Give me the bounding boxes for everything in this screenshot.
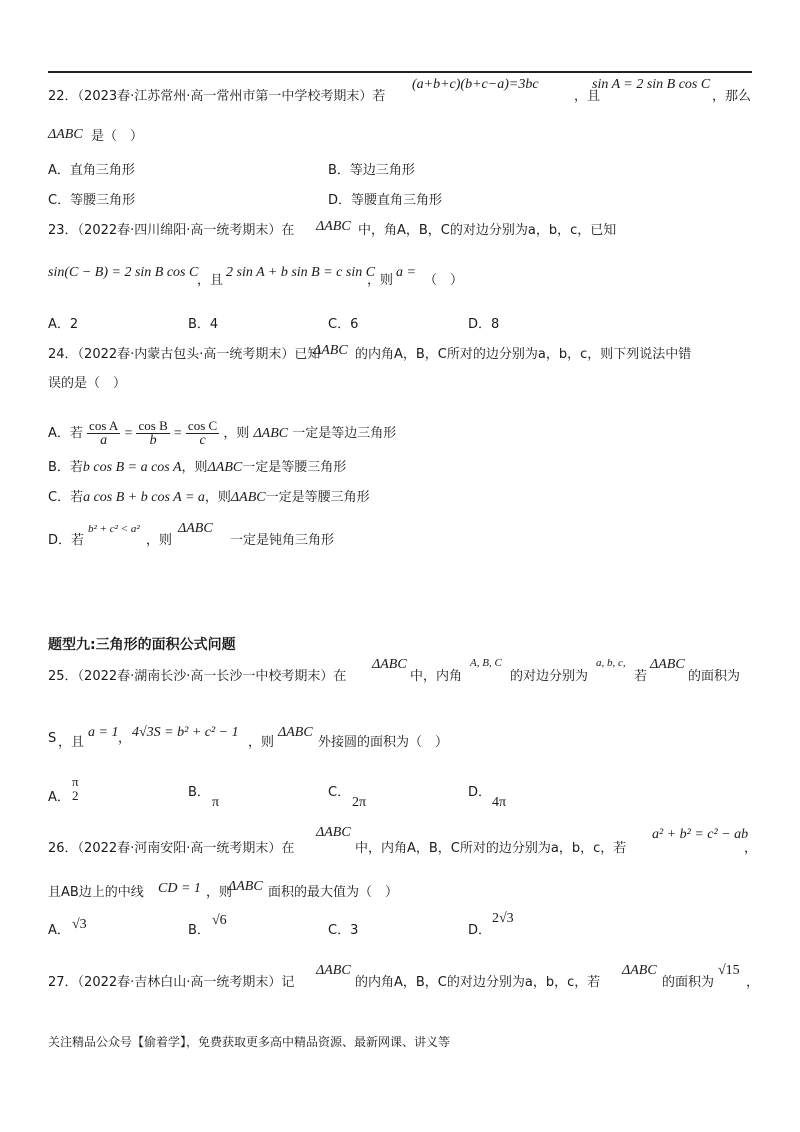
q22-lead: 22．（2023春·江苏常州·高一常州市第一中学校考期末）若 (48, 89, 386, 104)
q23-condition-1: sin(C − B) = 2 sin B cos C (48, 265, 199, 280)
q24-d-triangle: ΔABC (178, 521, 213, 536)
q25-condition-1: a = 1 (88, 725, 119, 740)
q26-median: CD = 1 (158, 881, 201, 896)
q26-line-2: 且AB边上的中线 (48, 885, 144, 900)
q24-c-tail: 一定是等腰三角形 (265, 490, 370, 505)
q24-a-tail: 一定是等边三角形 (292, 426, 397, 441)
q25-option-d-value: 4π (492, 795, 507, 810)
q22-option-a[interactable]: A．直角三角形 (48, 163, 135, 178)
q26-option-d-value: 2√3 (492, 911, 514, 926)
q25-option-d-label[interactable]: D． (468, 785, 492, 800)
q26-option-b-value: √6 (212, 913, 227, 928)
q24-a-frac-2: $\frac{\text{cos B}}{b}$ (138, 418, 168, 448)
q25-option-b-label[interactable]: B． (188, 785, 210, 800)
q25-lead: 25．（2022春·湖南长沙·高一长沙一中校考期末）在 (48, 669, 347, 684)
q25-inner-angle: 中，内角 (410, 669, 463, 684)
q26-text: 中，内角A，B，C所对的边分别为a，b，c，若 (355, 841, 627, 856)
q26-condition: a² + b² = c² − ab (652, 827, 749, 842)
q23-condition-2: 2 sin A + b sin B = c sin C (226, 265, 376, 280)
q24-option-b[interactable] (48, 459, 346, 477)
q25-condition-2: 4√3S = b² + c² − 1 (132, 725, 239, 740)
q26-option-a-value: √3 (72, 917, 87, 932)
q24-b-triangle: ΔABC (207, 460, 243, 475)
q24-b-condition: b cos B = a cos A (82, 460, 182, 475)
q25-opposite: 的对边分别为 (510, 669, 589, 684)
q24-a-prefix: A．若 (48, 426, 83, 441)
q24-b-prefix: B．若 (48, 460, 83, 475)
q23-then: ，则 (367, 273, 394, 288)
q25-option-b-value: π (212, 795, 220, 810)
q24-option-c[interactable] (48, 489, 370, 507)
q26-option-d-label[interactable]: D． (468, 923, 492, 938)
q27-comma: ， (746, 975, 760, 990)
q24-text-2: 误的是（ ） (48, 376, 127, 391)
q23-triangle: ΔABC (316, 219, 351, 234)
q25-tail: 外接圆的面积为（ ） (318, 735, 449, 750)
q27-area-of: 的面积为 (662, 975, 715, 990)
q27-triangle-2: ΔABC (622, 963, 657, 978)
q24-d-condition: b² + c² < a² (88, 523, 140, 535)
q25-option-a-label[interactable]: A． (48, 790, 70, 805)
q25-option-a-value: π 2 (72, 774, 79, 803)
q25-then: ，则 (248, 735, 275, 750)
q25-if: 若 (634, 669, 648, 684)
q27-text: 的内角A，B，C的对边分别为a，b，c，若 (355, 975, 601, 990)
q26-lead: 26．（2022春·河南安阳·高一统考期末）在 (48, 841, 295, 856)
q24-text-1: 的内角A，B，C所对的边分别为a，b，c，则下列说法中错 (355, 347, 692, 362)
q25-option-c-label[interactable]: C． (328, 785, 351, 800)
q23-option-d[interactable]: D．8 (468, 317, 500, 332)
q25-option-c-value: 2π (352, 795, 367, 810)
q25-and: ，且 (58, 735, 85, 750)
q24-lead: 24．（2022春·内蒙古包头·高一统考期末）已知 (48, 347, 321, 362)
q26-then: ，则 (206, 885, 233, 900)
q24-a-then: ，则 (223, 426, 250, 441)
q23-text: 中，角A，B，C的对边分别为a，b，c，已知 (358, 223, 617, 238)
q25-area-of: 的面积为 (688, 669, 741, 684)
q24-b-tail: 一定是等腰三角形 (242, 460, 347, 475)
q24-a-eq-1: = (124, 426, 133, 441)
q24-c-prefix: C．若 (48, 490, 84, 505)
q25-s: S (48, 731, 57, 746)
q24-c-triangle: ΔABC (230, 490, 266, 505)
q24-a-frac-3: $\frac{\text{cos C}}{c}$ (187, 418, 218, 448)
q26-option-a-label[interactable]: A． (48, 923, 70, 938)
q26-tail: 面积的最大值为（ ） (268, 885, 399, 900)
q22-option-b[interactable]: B．等边三角形 (328, 163, 415, 178)
q26-triangle-2: ΔABC (228, 879, 263, 894)
q23-and: ，且 (197, 273, 224, 288)
q24-d-then: ，则 (146, 533, 173, 548)
q24-option-a[interactable] (48, 419, 396, 448)
q23-ask: a = (396, 265, 416, 280)
q26-option-b-label[interactable]: B． (188, 923, 210, 938)
q24-a-eq-2: = (173, 426, 182, 441)
q22-question: 是（ ） (91, 129, 144, 144)
q22-option-c[interactable]: C．等腰三角形 (48, 193, 136, 208)
q24-triangle: ΔABC (313, 343, 348, 358)
q22-condition-2: sin A = 2 sin B cos C (592, 77, 711, 92)
q24-d-prefix[interactable]: D．若 (48, 533, 85, 548)
section-heading: 题型九:三角形的面积公式问题 (48, 637, 236, 653)
q23-option-a[interactable]: A．2 (48, 317, 79, 332)
q23-option-c[interactable]: C．6 (328, 317, 359, 332)
q25-angles: A, B, C (470, 657, 502, 669)
q25-triangle-3: ΔABC (278, 725, 313, 740)
q22-triangle: ΔABC (48, 127, 83, 142)
footer-note: 关注精品公众号【偷着学】，免费获取更多高中精品资源、最新网课、讲义等 (48, 1035, 451, 1049)
q27-area-value: √15 (718, 963, 740, 978)
q26-comma: ， (744, 841, 758, 856)
q23-option-b[interactable]: B．4 (188, 317, 219, 332)
q24-c-then: ，则 (204, 490, 231, 505)
q27-triangle: ΔABC (316, 963, 351, 978)
q22-condition-1: (a+b+c)(b+c−a)=3bc (412, 77, 539, 92)
q25-comma: ， (118, 731, 132, 746)
q26-triangle: ΔABC (316, 825, 351, 840)
q24-a-frac-1: $\frac{\text{cos A}}{a}$ (89, 418, 119, 448)
q22-and: ，且 (574, 89, 601, 104)
q24-a-triangle: ΔABC (253, 426, 289, 441)
q23-paren: （ ） (424, 273, 464, 288)
q25-triangle: ΔABC (372, 657, 407, 672)
q22-option-d[interactable]: D．等腰直角三角形 (328, 193, 443, 208)
q24-b-then: ，则 (181, 460, 208, 475)
q25-sides: a, b, c, (596, 657, 626, 669)
q23-lead: 23．（2022春·四川绵阳·高一统考期末）在 (48, 223, 295, 238)
top-rule (48, 71, 752, 73)
q24-d-tail: 一定是钝角三角形 (230, 533, 335, 548)
q27-lead: 27．（2022春·吉林白山·高一统考期末）记 (48, 975, 295, 990)
q26-option-c[interactable]: C．3 (328, 923, 359, 938)
q25-triangle-2: ΔABC (650, 657, 685, 672)
q22-then: ，那么 (712, 89, 752, 104)
q24-c-condition: a cos B + b cos A = a (83, 490, 205, 505)
